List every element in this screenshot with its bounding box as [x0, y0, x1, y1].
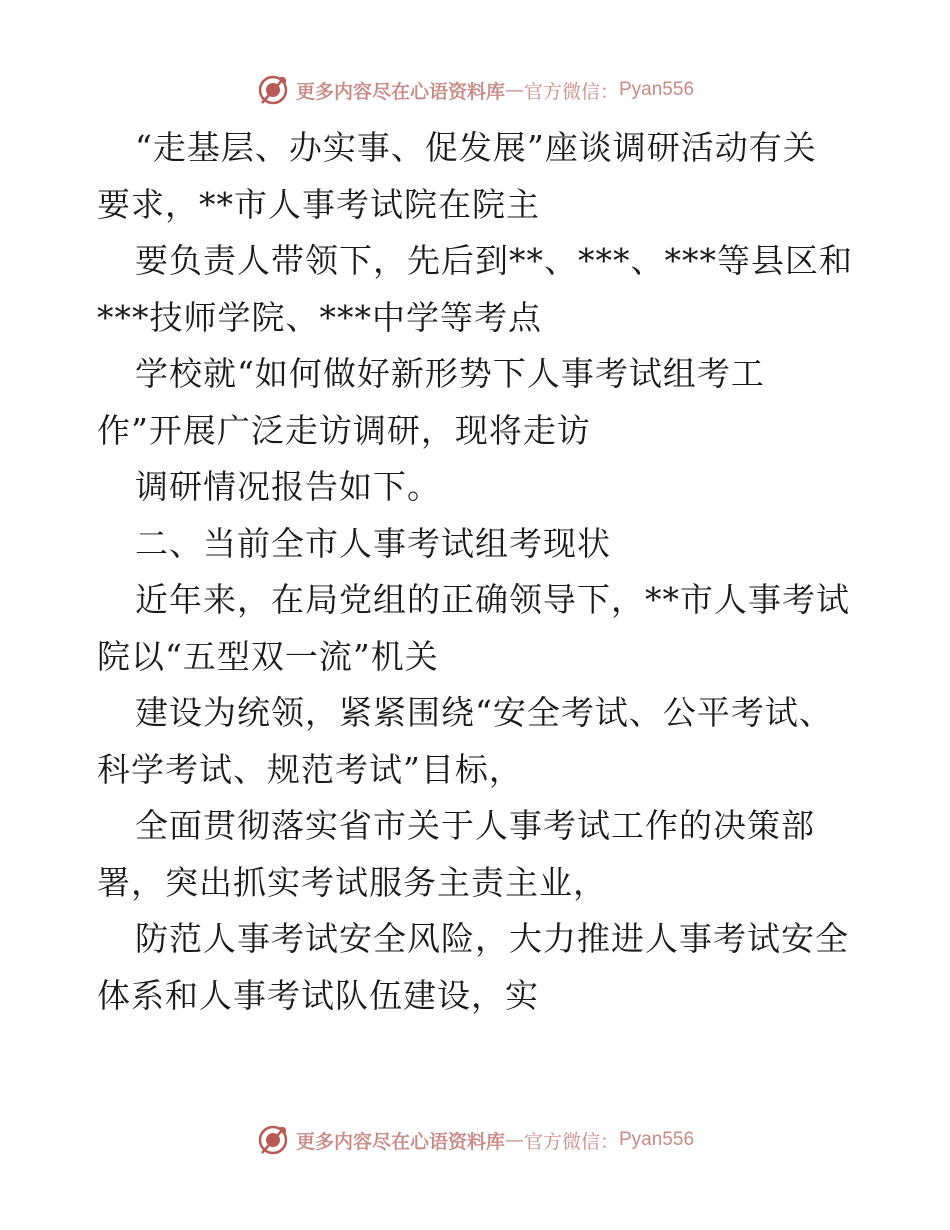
body-line: 院以“五型双一流”机关 — [97, 636, 439, 676]
watermark-separator: — — [504, 79, 524, 101]
body-line: 要负责人带领下，先后到**、***、***等县区和 — [135, 241, 853, 280]
footer-watermark — [0, 1120, 950, 1160]
body-line: 署，突出抓实考试服务主责主业， — [97, 862, 607, 902]
body-line: 防范人事考试安全风险，大力推进人事考试安全 — [135, 919, 849, 958]
body-line: 体系和人事考试队伍建设，实 — [97, 975, 539, 1015]
section-heading: 二、当前全市人事考试组考现状 — [135, 523, 611, 563]
watermark-brand: 更多内容尽在心语资料库 — [295, 1130, 505, 1153]
body-line: 要求，**市人事考试院在院主 — [97, 184, 540, 224]
quill-seal-icon — [256, 73, 290, 107]
watermark-contact-label: 官方微信： — [523, 1130, 619, 1153]
body-line: ***技师学院、***中学等考点 — [97, 297, 542, 337]
watermark-handle: Pyan556 — [619, 1129, 695, 1150]
body-line: “走基层、办实事、促发展”座谈调研活动有关 — [135, 128, 817, 167]
body-line: 建设为统领，紧紧围绕“安全考试、公平考试、 — [135, 693, 833, 732]
watermark-separator: — — [504, 1129, 524, 1151]
body-line: 科学考试、规范考试”目标， — [97, 749, 523, 789]
header-watermark — [0, 70, 950, 110]
watermark-contact-label: 官方微信： — [523, 80, 619, 103]
body-line: 调研情况报告如下。 — [135, 467, 441, 506]
quill-seal-icon — [256, 1123, 290, 1157]
body-line: 学校就“如何做好新形势下人事考试组考工 — [135, 354, 765, 393]
body-line: 全面贯彻落实省市关于人事考试工作的决策部 — [135, 806, 815, 845]
body-line: 近年来，在局党组的正确领导下，**市人事考试 — [135, 580, 850, 619]
document-body — [97, 120, 857, 1024]
watermark-brand: 更多内容尽在心语资料库 — [295, 80, 505, 103]
body-line: 作”开展广泛走访调研，现将走访 — [97, 410, 591, 450]
watermark-handle: Pyan556 — [619, 79, 695, 100]
